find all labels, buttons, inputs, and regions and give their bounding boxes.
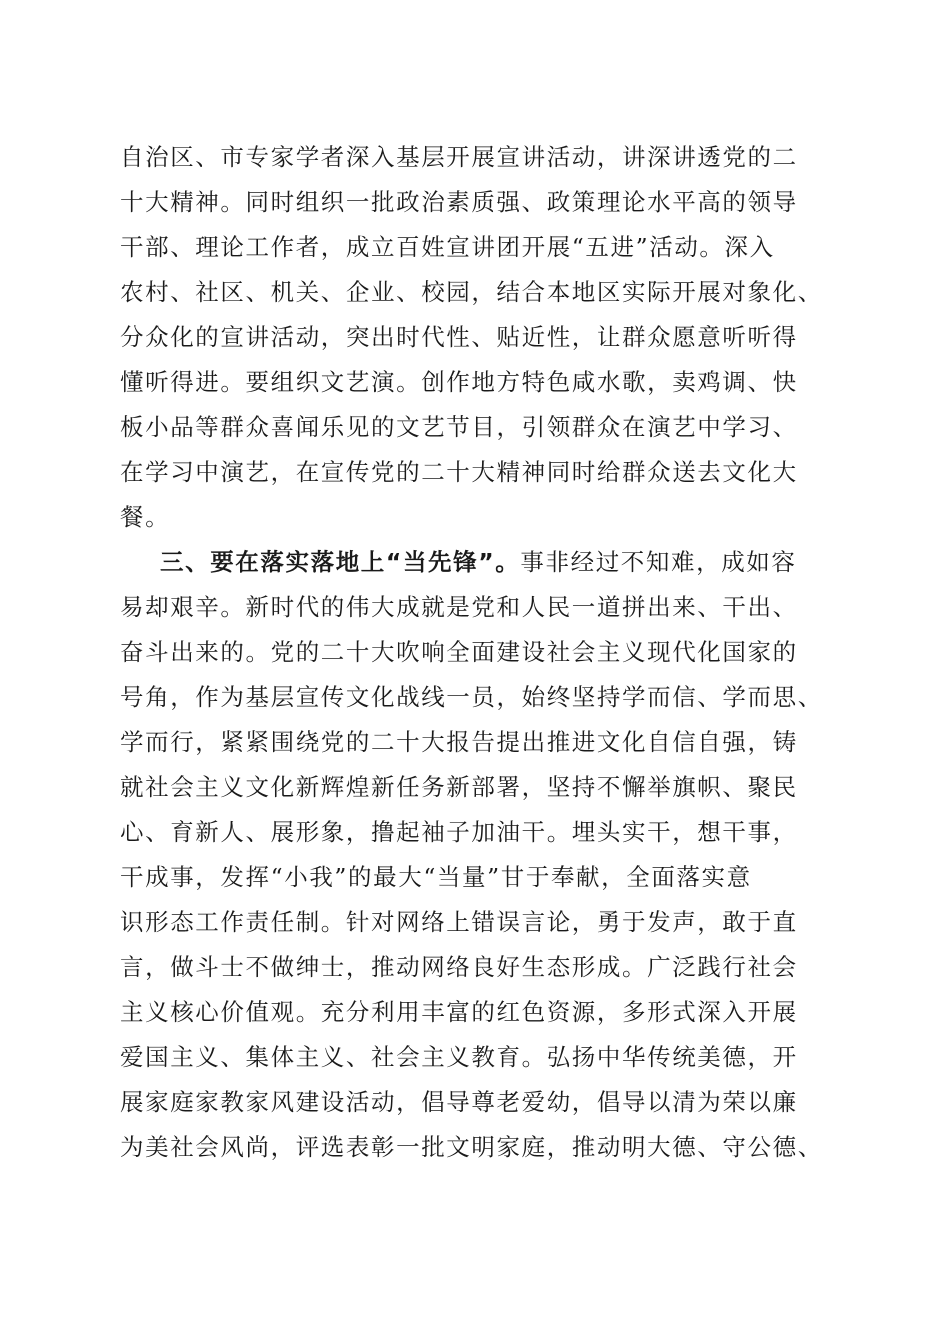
paragraph-line: 学而行，紧紧围绕党的二十大报告提出推进文化自信自强，铸 [120,728,798,756]
paragraph-text: 事非经过不知难，成如容 [520,548,797,576]
paragraph-line: 识形态工作责任制。针对网络上错误言论，勇于发声，敢于直 [120,908,798,936]
paragraph-line: 在学习中演艺，在宣传党的二十大精神同时给群众送去文化大 [120,458,798,486]
paragraph-line: 十大精神。同时组织一批政治素质强、政策理论水平高的领导 [120,188,798,216]
paragraph-line: 分众化的宣讲活动，突出时代性、贴近性，让群众愿意听听得 [120,323,798,351]
paragraph-line: 心、育新人、展形象，撸起袖子加油干。埋头实干，想干事， [120,818,798,846]
paragraph-line: 主义核心价值观。充分利用丰富的红色资源，多形式深入开展 [120,998,798,1026]
paragraph-line: 言，做斗士不做绅士，推动网络良好生态形成。广泛践行社会 [120,953,798,981]
paragraph-line: 懂听得进。要组织文艺演。创作地方特色咸水歌，卖鸡调、快 [120,368,798,396]
paragraph-line: 号角，作为基层宣传文化战线一员，始终坚持学而信、学而思、 [120,683,823,711]
paragraph-line: 板小品等群众喜闻乐见的文艺节目，引领群众在演艺中学习、 [120,413,798,441]
paragraph-line: 奋斗出来的。党的二十大吹响全面建设社会主义现代化国家的 [120,638,798,666]
paragraph-line: 干成事，发挥“小我”的最大“当量”甘于奉献，全面落实意 [120,863,752,891]
paragraph-line: 自治区、市专家学者深入基层开展宣讲活动，讲深讲透党的二 [120,143,798,171]
paragraph-line: 农村、社区、机关、企业、校园，结合本地区实际开展对象化、 [120,278,823,306]
paragraph-line: 干部、理论工作者，成立百姓宣讲团开展“五进”活动。深入 [120,233,775,261]
paragraph-line: 餐。 [120,503,171,531]
paragraph-line: 就社会主义文化新辉煌新任务新部署，坚持不懈举旗帜、聚民 [120,773,798,801]
paragraph-line: 易却艰辛。新时代的伟大成就是党和人民一道拼出来、干出、 [120,593,798,621]
section-heading: 三、要在落实落地上“当先锋”。 [160,548,521,576]
paragraph-line: 爱国主义、集体主义、社会主义教育。弘扬中华传统美德，开 [120,1043,798,1071]
paragraph-line: 展家庭家教家风建设活动，倡导尊老爱幼，倡导以清为荣以廉 [120,1088,798,1116]
paragraph-first-line [160,542,797,582]
paragraph-line: 为美社会风尚，评选表彰一批文明家庭，推动明大德、守公德、 [120,1133,823,1161]
